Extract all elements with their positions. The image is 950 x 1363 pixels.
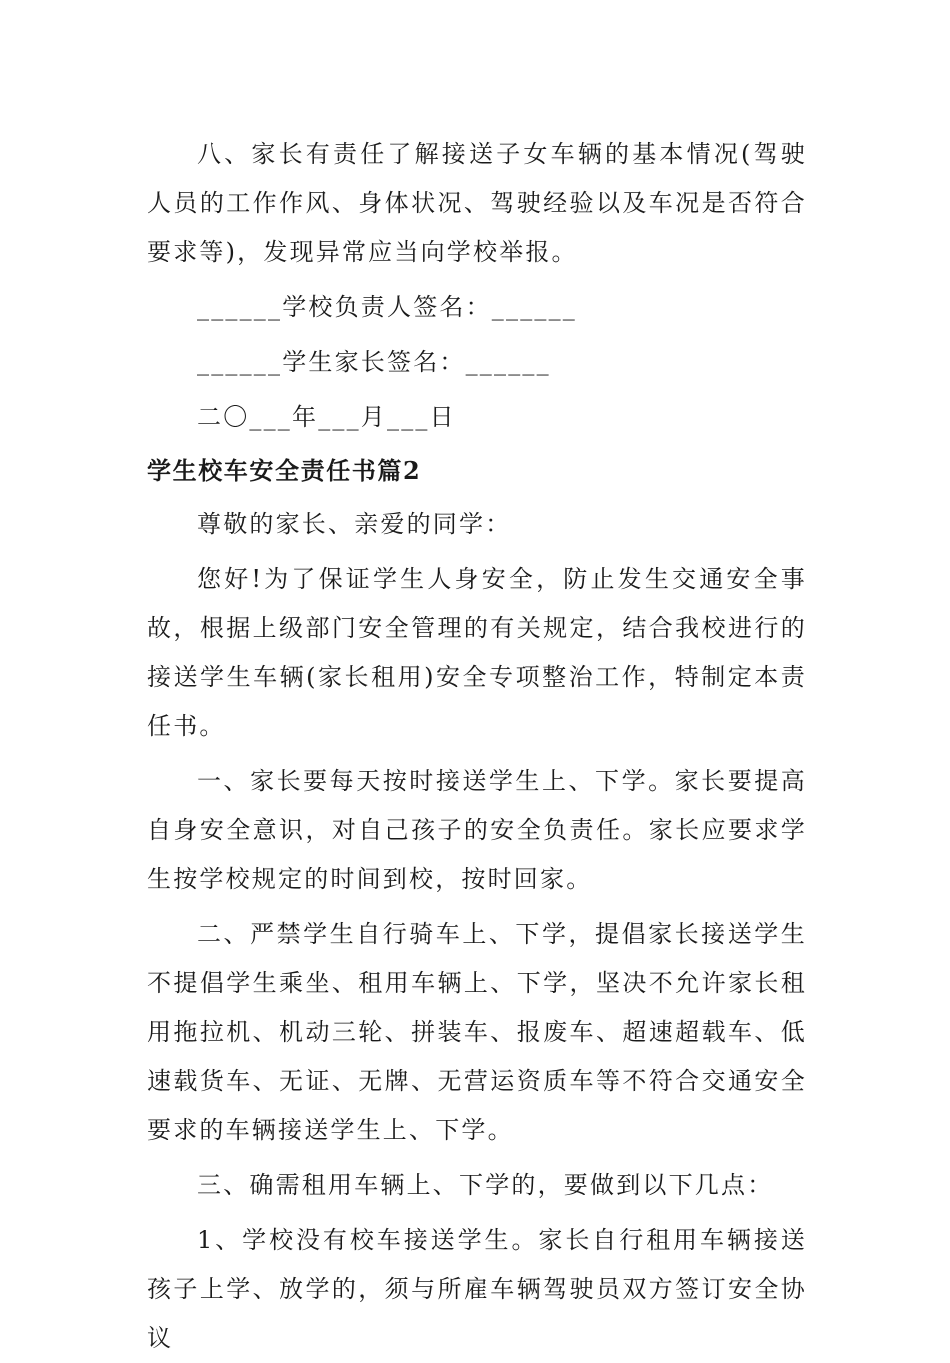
school-signature-line: ______学校负责人签名：______ [197,293,577,321]
clause-2: 二、严禁学生自行骑车上、下学，提倡家长接送学生不提倡学生乘坐、租用车辆上、下学，坚决不允许家长租用拖拉机、机动三轮、拼装车、报废车、超速超载车、低速载货车、无证、无牌、无营运资质车等不符合交通安全要求的车辆接送学生上、下学。 [147,920,807,1144]
clause-3: 三、确需租用车辆上、下学的，要做到以下几点： [197,1171,774,1199]
paragraph-item-8: 八、家长有责任了解接送子女车辆的基本情况(驾驶人员的工作作风、身体状况、驾驶经验以及车况是否符合要求等)，发现异常应当向学校举报。 [147,140,807,266]
clause-3-item-1: 1、学校没有校车接送学生。家长自行租用车辆接送孩子上学、放学的，须与所雇车辆驾驶员双方签订安全协议 [147,1226,807,1352]
clause-1: 一、家长要每天按时接送学生上、下学。家长要提高自身安全意识，对自己孩子的安全负责任。家长应要求学生按学校规定的时间到校，按时回家。 [147,767,807,893]
date-line: 二〇___年___月___日 [197,403,456,431]
salutation: 尊敬的家长、亲爱的同学： [197,510,512,538]
intro-paragraph: 您好!为了保证学生人身安全，防止发生交通安全事故，根据上级部门安全管理的有关规定，结合我校进行的接送学生车辆(家长租用)安全专项整治工作，特制定本责任书。 [147,565,807,740]
section-title: 学生校车安全责任书篇2 [147,456,422,485]
parent-signature-line: ______学生家长签名：______ [197,348,551,376]
document-body [147,130,807,1363]
